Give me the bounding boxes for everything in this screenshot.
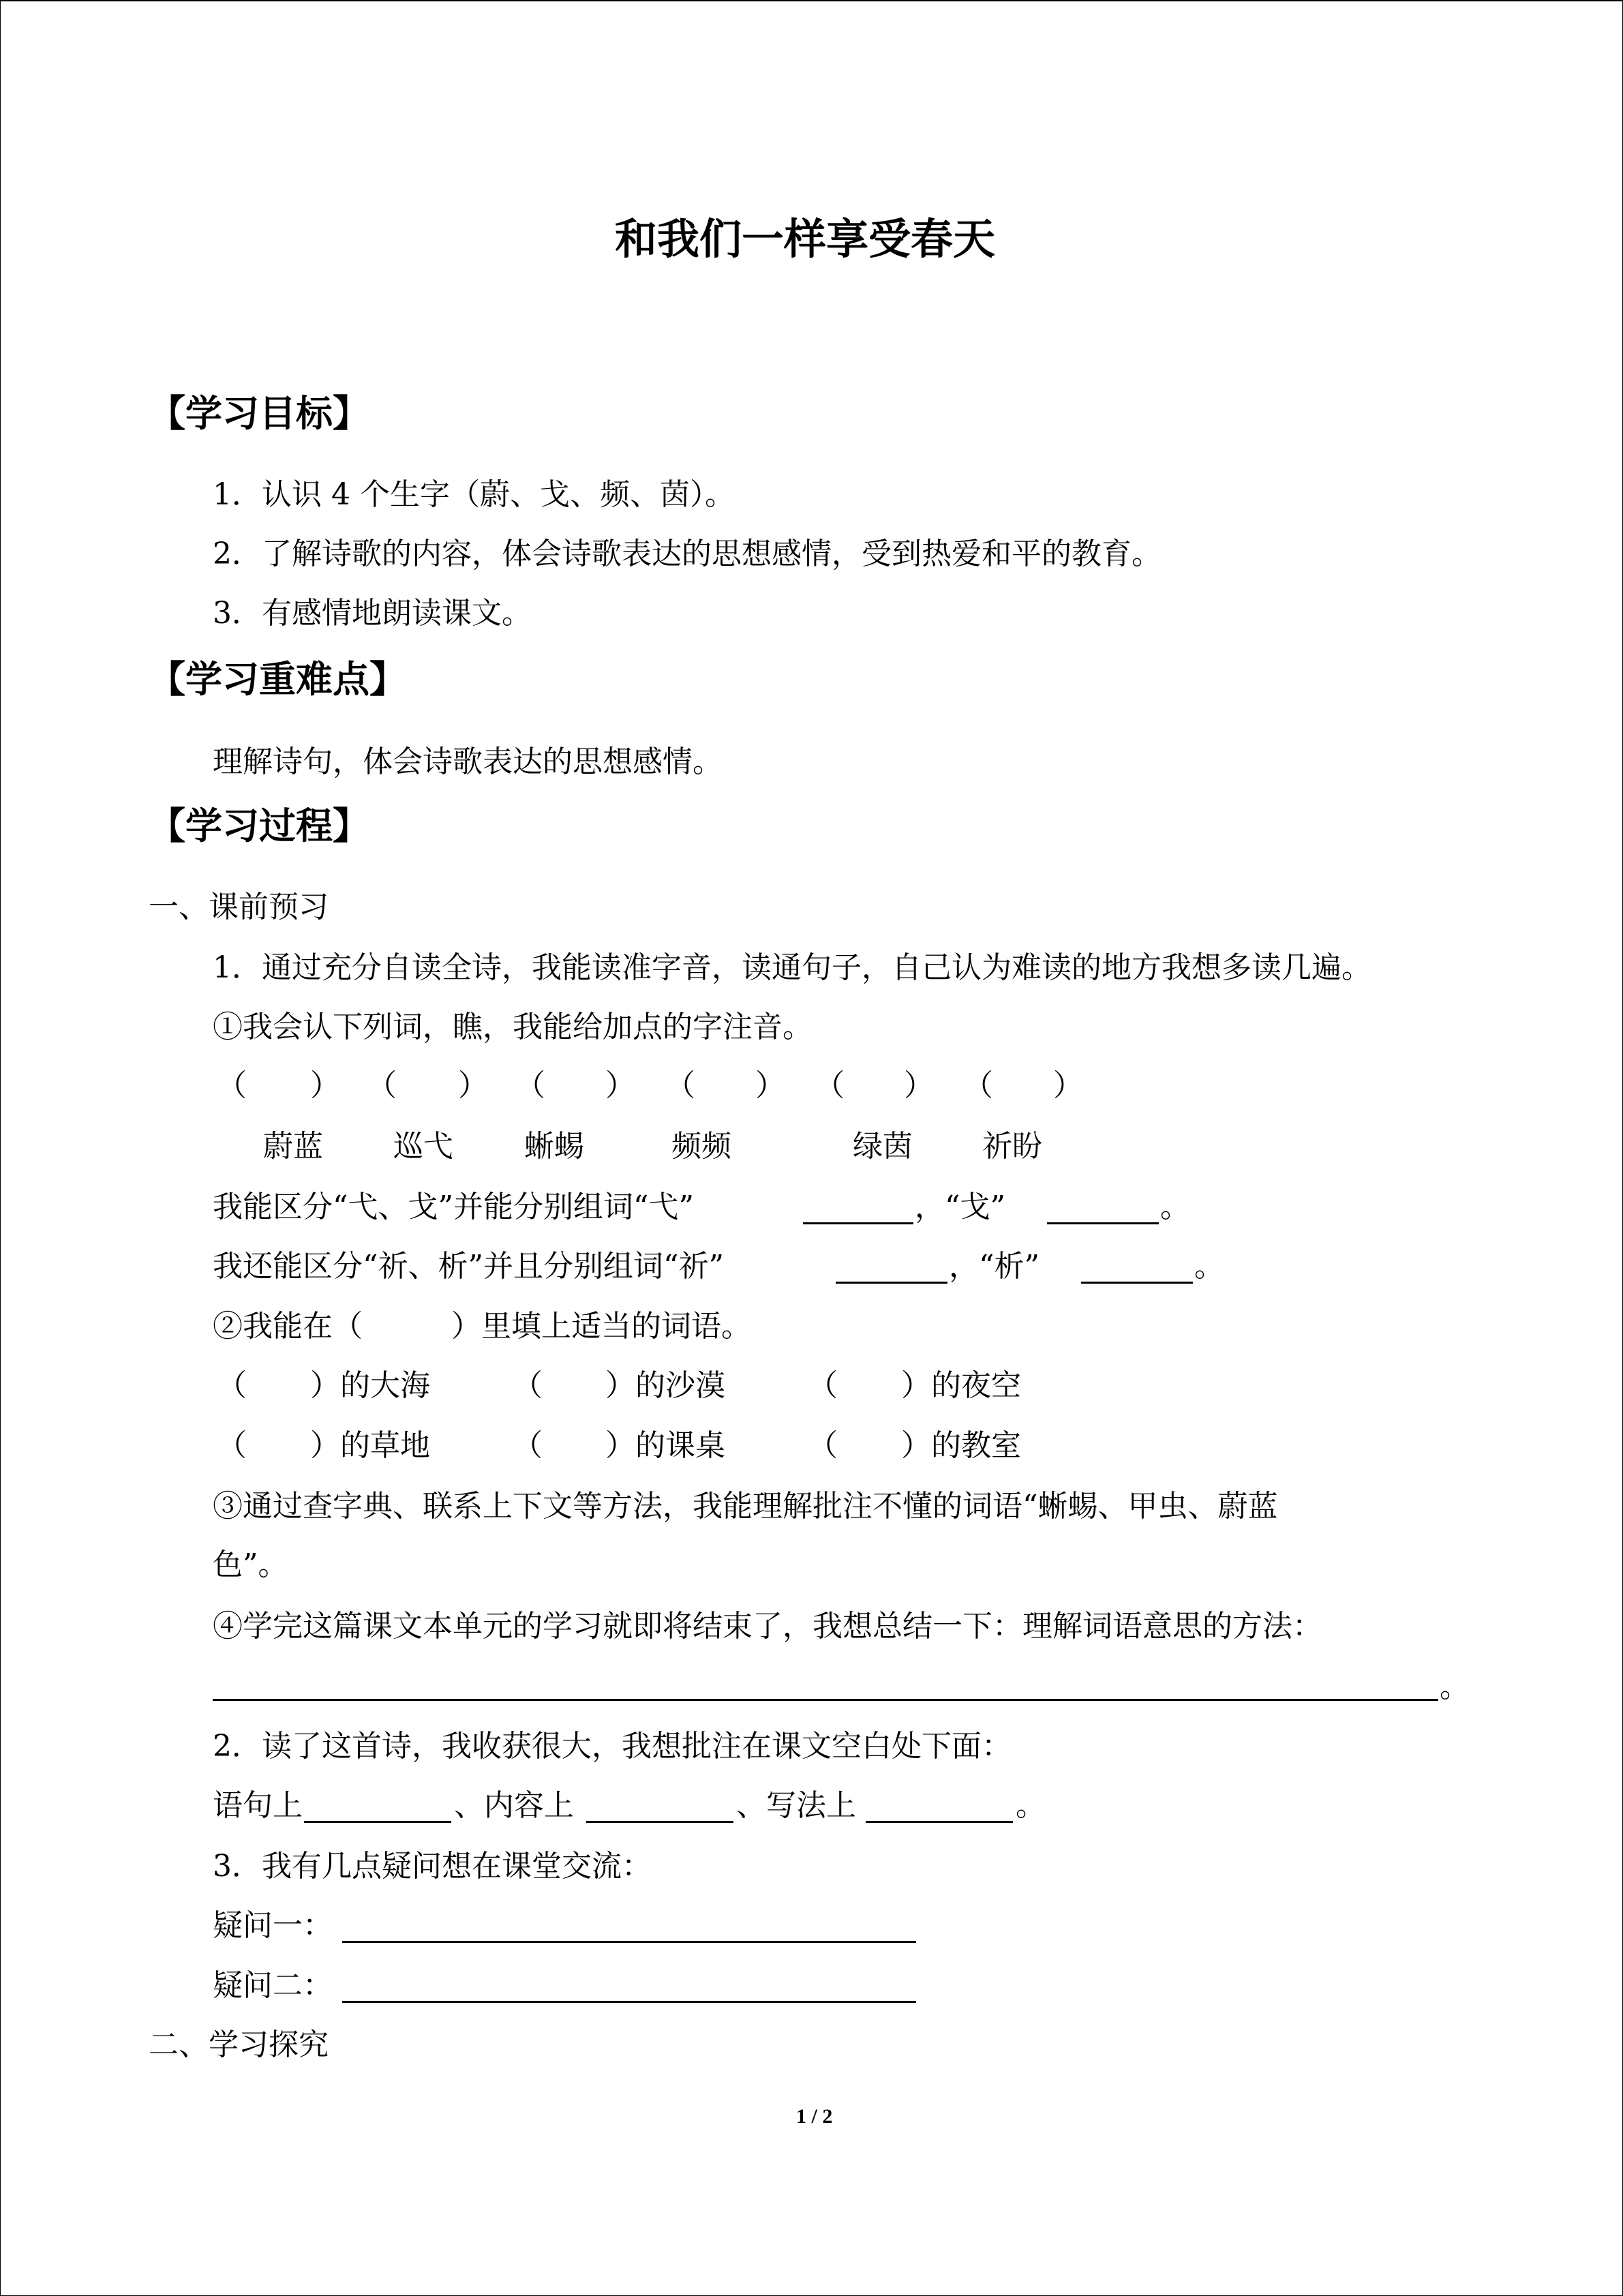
paren-open: （ — [367, 1068, 397, 1103]
difficulties-heading: 【学习重难点】 — [149, 657, 406, 701]
sub-question-4: ④学完这篇课文本单元的学习就即将结束了，我想总结一下：理解词语意思的方法： — [213, 1609, 1322, 1644]
distinguish-1-suffix: 。 — [1160, 1190, 1190, 1224]
distinguish-2-suffix: 。 — [1194, 1249, 1224, 1284]
paren-close: ） — [1053, 1068, 1083, 1103]
question-3: 3．我有几点疑问想在课堂交流： — [213, 1849, 652, 1884]
question-label-2: 疑问二： — [213, 1968, 333, 2003]
goal-item-1: 1．认识 4 个生字（蔚、戈、频、茵）。 — [213, 477, 735, 512]
vocab-word: 频频 — [671, 1129, 731, 1164]
paren-close: ） — [458, 1068, 488, 1103]
question-1-answer-line[interactable] — [342, 1941, 916, 1943]
question-1: 1．通过充分自读全诗，我能读准字音，读通句子，自己认为难读的地方我想多读几遍。 — [213, 950, 1371, 985]
distinguish-2-middle: ，“析” — [949, 1249, 1040, 1284]
answer-line[interactable] — [213, 1699, 1438, 1701]
distinguish-1-prefix: 我能区分“弋、戈”并能分别组词“弋” — [213, 1190, 694, 1224]
section-1-title: 一、课前预习 — [149, 890, 329, 924]
paren-close: ） — [755, 1068, 785, 1103]
page-number: 1 / 2 — [796, 2105, 833, 2128]
sub-question-2-suffix: ）里填上适当的词语。 — [451, 1309, 751, 1344]
goal-item-3: 3．有感情地朗读课文。 — [213, 596, 532, 631]
q2-end: 。 — [1016, 1788, 1046, 1823]
paren-open: （ — [217, 1068, 247, 1103]
vocab-word: 蔚蓝 — [263, 1129, 323, 1164]
fill-phrase: ）的夜空 — [901, 1368, 1021, 1403]
fill-phrase: ）的大海 — [310, 1368, 430, 1403]
paren-open: （ — [665, 1068, 695, 1103]
fill-phrase: ）的草地 — [310, 1428, 430, 1463]
paren-open: （ — [515, 1068, 545, 1103]
answer-blank[interactable] — [1047, 1222, 1159, 1224]
question-2-answer-line[interactable] — [342, 2001, 916, 2003]
sub-question-3-line-2: 色”。 — [213, 1547, 288, 1582]
distinguish-1-middle: ，“戈” — [915, 1190, 1005, 1224]
fill-paren-open: （ — [513, 1428, 543, 1463]
fill-paren-open: （ — [808, 1368, 838, 1403]
goal-item-2: 2．了解诗歌的内容，体会诗歌表达的思想感情，受到热爱和平的教育。 — [213, 537, 1162, 571]
sub-question-4-end: 。 — [1440, 1670, 1470, 1704]
document-title: 和我们一样享受春天 — [615, 214, 996, 264]
process-heading: 【学习过程】 — [149, 804, 369, 847]
answer-blank[interactable] — [1081, 1282, 1193, 1284]
sub-question-1: ①我会认下列词，瞧，我能给加点的字注音。 — [213, 1010, 813, 1044]
paren-close: ） — [904, 1068, 934, 1103]
fill-paren-open: （ — [217, 1368, 247, 1403]
sub-question-3-line-1: ③通过查字典、联系上下文等方法，我能理解批注不懂的词语“蜥蜴、甲虫、蔚蓝 — [213, 1489, 1278, 1524]
vocab-word: 绿茵 — [853, 1129, 913, 1164]
answer-blank[interactable] — [866, 1821, 1013, 1823]
q2-label-sentence: 语句上 — [213, 1788, 303, 1823]
goals-heading: 【学习目标】 — [149, 391, 369, 435]
q2-label-content: 、内容上 — [454, 1788, 574, 1823]
fill-phrase: ）的教室 — [901, 1428, 1021, 1463]
fill-phrase: ）的课桌 — [605, 1428, 725, 1463]
fill-paren-open: （ — [808, 1428, 838, 1463]
fill-phrase: ）的沙漠 — [605, 1368, 725, 1403]
question-label-1: 疑问一： — [213, 1908, 333, 1943]
difficulties-text: 理解诗句，体会诗歌表达的思想感情。 — [213, 744, 723, 779]
paren-close: ） — [605, 1068, 635, 1103]
q2-label-writing: 、写法上 — [736, 1788, 856, 1823]
vocab-word: 巡弋 — [393, 1129, 453, 1164]
paren-open: （ — [963, 1068, 993, 1103]
question-2: 2．读了这首诗，我收获很大，我想批注在课文空白处下面： — [213, 1729, 1012, 1764]
answer-blank[interactable] — [586, 1821, 733, 1823]
paren-open: （ — [815, 1068, 845, 1103]
fill-paren-open: （ — [217, 1428, 247, 1463]
vocab-word: 祈盼 — [982, 1129, 1042, 1164]
answer-blank[interactable] — [836, 1282, 947, 1284]
section-2-title: 二、学习探究 — [149, 2027, 329, 2062]
answer-blank[interactable] — [803, 1222, 913, 1224]
sub-question-2-prefix: ②我能在（ — [213, 1309, 363, 1344]
fill-paren-open: （ — [513, 1368, 543, 1403]
answer-blank[interactable] — [304, 1821, 451, 1823]
paren-close: ） — [310, 1068, 340, 1103]
distinguish-2-prefix: 我还能区分“祈、析”并且分别组词“祈” — [213, 1249, 724, 1284]
vocab-word: 蜥蜴 — [524, 1129, 584, 1164]
